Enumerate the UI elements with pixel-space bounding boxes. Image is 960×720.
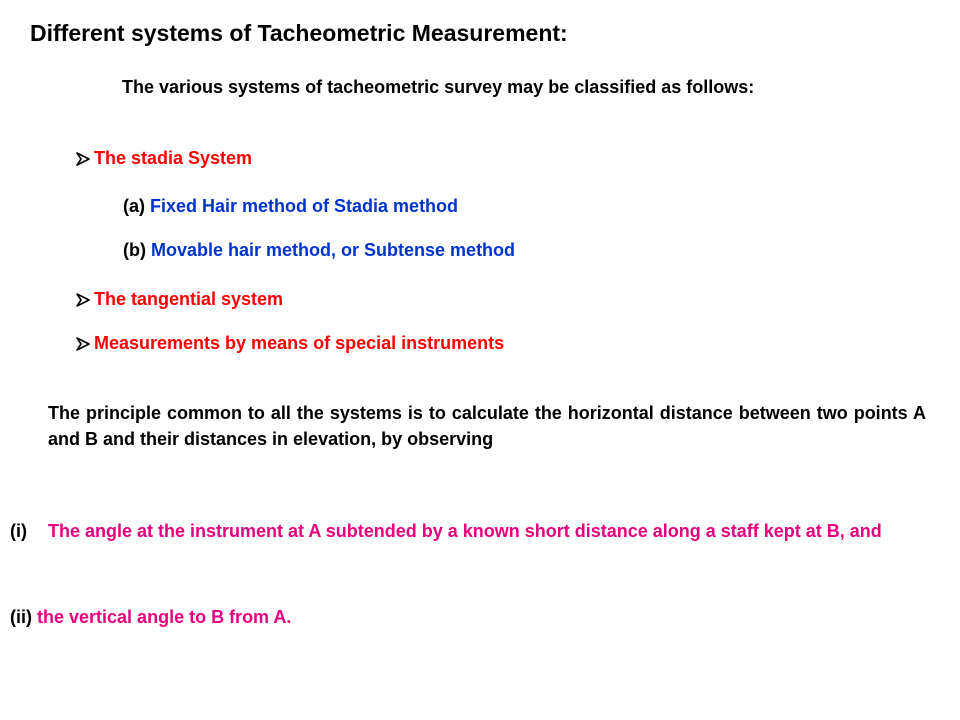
- bullet-stadia-system: [76, 148, 252, 169]
- observation-text: the vertical angle to B from A.: [37, 607, 292, 627]
- observation-marker: (ii): [10, 607, 32, 627]
- intro-text: The various systems of tacheometric survey may be classified as follows:: [122, 77, 755, 97]
- page-title: Different systems of Tacheometric Measurement:: [30, 20, 568, 46]
- method-marker: (b): [123, 240, 146, 260]
- observation-item-ii: [10, 604, 291, 630]
- observation-text: The angle at the instrument at A subtended by a known short distance along a staff kept at B, and: [48, 521, 882, 541]
- bullet-tangential-system: [76, 289, 283, 310]
- bullet-special-instruments: [76, 333, 504, 354]
- bullet-label: Measurements by means of special instruments: [94, 333, 505, 353]
- stadia-method-b: [123, 240, 515, 261]
- method-text: Movable hair method, or Subtense method: [151, 240, 516, 260]
- method-text: Fixed Hair method of Stadia method: [150, 196, 459, 216]
- arrow-bullet-icon: [76, 152, 90, 166]
- principle-paragraph: The principle common to all the systems is to calculate the horizontal distance between two points A and B and their distances in elevation, by observing: [48, 403, 926, 449]
- observation-item-i: [10, 518, 928, 544]
- arrow-bullet-icon: [76, 293, 90, 307]
- bullet-label: The stadia System: [94, 148, 253, 168]
- bullet-label: The tangential system: [94, 289, 284, 309]
- arrow-bullet-icon: [76, 337, 90, 351]
- method-marker: (a): [123, 196, 145, 216]
- stadia-method-a: [123, 196, 458, 217]
- observation-marker: (i): [10, 521, 27, 541]
- intro-paragraph: [30, 74, 934, 100]
